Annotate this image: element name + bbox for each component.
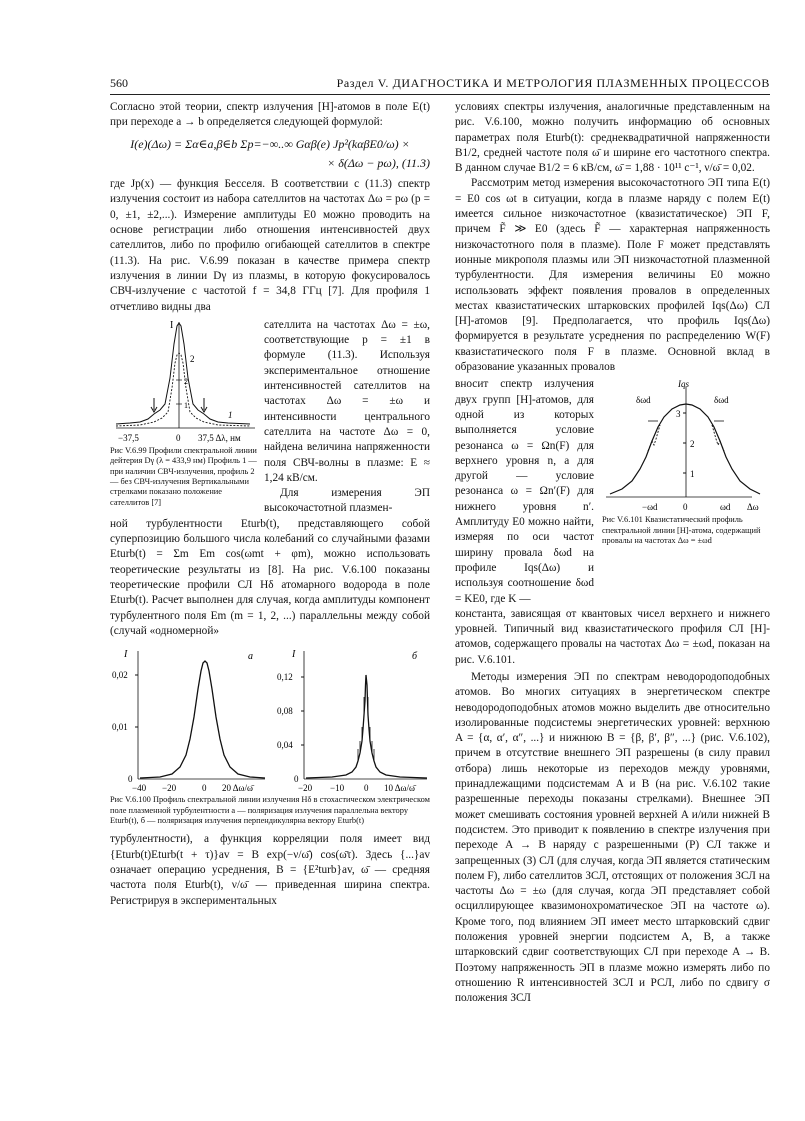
figure-v6-101 bbox=[602, 377, 770, 515]
paragraph: вносит спектр излучения двух групп [H]-атомов, для одной из которых выполняется условие резонанса ω = Ωn(F) для верхнего уровня n, а для другой — условие резонанса ω = Ωn′(F) для нижнего уровня n′. Амплитуду E0 можно найти, измеряя по оси частот ширину провала δωd на профиле Iqs(Δω) и используя соотношение δωd = KE0, где K — bbox=[455, 378, 594, 605]
paragraph: турбулентности), а функция корреляции поля имеет вид {Eturb(t)Eturb(t + τ)}av = B exp(−ν/ω̄) cos(ω̄τ). Здесь {...}av означает операцию усреднения, B = {E²turb}av, ω̄ — средняя частота поля Eturb(t), ν/ω̄ — приведенная ширина спектра. Регистрируя в экспериментальных bbox=[110, 833, 430, 907]
x-tick-label: 10 Δω/ω̄ bbox=[384, 783, 415, 794]
x-tick-label: 0 bbox=[176, 432, 181, 443]
x-tick-label: −40 bbox=[132, 783, 147, 794]
x-tick-label: 0 bbox=[364, 783, 369, 794]
figure-v6-100a bbox=[110, 645, 268, 795]
paragraph: Рассмотрим метод измерения высокочастотного ЭП типа E(t) = E0 cos ωt в ситуации, когда в плазме наряду с полем E(t) имеется сильное низкочастотное (квазистатическое) ЭП F, причем F̃ ≫ E0 (здесь F̃ — характерная напряженность низкочастотного поля в плазме). Поле F может представлять ионные микрополя плазмы или ЭП низкочастотной плазменной турбулентности. Для измерения величины E0 можно использовать эффект появления провалов в определенных местах квазистатических штарковских профилей Iqs(Δω) СЛ [H]-атомов [9]. Предполагается, что профиль Iqs(Δω) формируется в результате усреднения по распределению W(F) квазистатического поля F в плазме. Основной вклад в образование указанных провалов bbox=[455, 177, 770, 374]
paragraph: ной турбулентности Eturb(t), представляющего собой суперпозицию большого числа колебаний со случайными фазами Eturb(t) = Σm Em cos(ωmt + φm), можно использовать теоретические результаты из [8]. На рис. V.6.100 показаны теоретические профили СЛ Hδ атомарного водорода в поле Eturb(t). Расчет выполнен для случая, когда амплитуды компонент турбулентного поля Em (m = 1, 2, ...) параллельны между собой (случай «одномерной» bbox=[110, 517, 430, 637]
paragraph: Для измерения ЭП высокочастотной плазмен- bbox=[264, 487, 430, 515]
y-axis-label: I bbox=[170, 319, 174, 331]
running-title: Раздел V. ДИАГНОСТИКА И МЕТРОЛОГИЯ ПЛАЗМЕННЫХ ПРОЦЕССОВ bbox=[336, 76, 770, 90]
paragraph: условиях спектры излучения, аналогичные представленным на рис. V.6.100, можно получить информацию об основных параметрах поля Eturb(t): среднеквадратичной напряженности B1/2, средней частоте поля ω̄ и ширине его частотного спектра. В данном случае B1/2 = 6 кВ/см, ω̄ = 1,88 · 10¹¹ с⁻¹, ν/ω̄ = 0,02. bbox=[455, 101, 770, 175]
y-tick-label: 0,12 bbox=[277, 672, 293, 683]
page-header bbox=[110, 76, 770, 95]
y-tick-label: 0,08 bbox=[277, 706, 293, 717]
figure-v6-99 bbox=[110, 318, 258, 446]
x-tick-label: 37,5 Δλ, нм bbox=[198, 432, 241, 443]
x-tick-label: 20 Δω/ω̄ bbox=[222, 783, 253, 794]
x-tick-label: −37,5 bbox=[118, 432, 139, 443]
panel-label-a: а bbox=[248, 651, 253, 663]
y-tick-label: 1 bbox=[690, 469, 695, 480]
curve-label-1: 1 bbox=[228, 409, 233, 420]
right-column bbox=[455, 100, 770, 1007]
paragraph: сателлита на частотах Δω = ±ω, соответствующие p = ±1 в формуле (11.3). Используя экспериментальное отношение интенсивностей сателлитов на частотах Δω = ±ω и интенсивности центрального сателлита на частоте Δω = 0, найдена величина напряженности поля СВЧ-волны в плазме: E ≈ 1,24 кВ/см. bbox=[264, 318, 430, 484]
y-axis-label: Iqs bbox=[678, 379, 689, 390]
y-tick-label: 0 bbox=[128, 774, 133, 785]
y-axis-label: I bbox=[124, 649, 128, 661]
paragraph: Методы измерения ЭП по спектрам неводородоподобных атомов. Во многих ситуациях в энергетическом спектре неводородоподобных атомов можно выделить две относительно изолированные подсистемы энергетических уровней: верхнюю A = {α, α′, α″, ...} и нижнюю B = {β, β′, β″, ...} (рис. V.6.102), причем в отсутствие внешнего ЭП разрешены (в силу правил отбора) лишь некоторые из переходов между уровнями, принадлежащими подсистемам A и B (на рис. V.6.102 такие разрешенные переходы показаны стрелками). Внешнее ЭП может смешивать состояния уровней верхней A и/или нижней B подсистем. Это приводит к появлению в спектре излучения при переходе A → B наряду с разрешенными (Р) СЛ также и запрещенных (З) СЛ (для случая, когда ЭП является статическим полем F), либо сателлитов ЗСЛ, отстоящих от положения ЗСЛ на частоты Δω = ±ω (для случая, когда ЭП представляет собой осциллирующее квазимонохроматическое ЭП на частоте ω). Кроме того, под влиянием ЭП имеет место штарковский сдвиг положения уровней энергии подсистем A, B, а также штарковский сдвиг соответствующих СЛ при переходе A → B. Поэтому напряженность ЭП в плазме можно измерять либо по отношению R интенсивностей ЗСЛ и РСЛ, либо по сдвигу σ положения ЗСЛ bbox=[455, 670, 770, 1005]
y-tick-label: 0,04 bbox=[277, 740, 293, 751]
y-tick-label: 0,02 bbox=[112, 670, 128, 681]
y-tick-label: 0,01 bbox=[112, 722, 128, 733]
y-axis-label: I bbox=[292, 649, 296, 661]
y-tick-label: 0 bbox=[294, 774, 299, 785]
x-tick-label: −10 bbox=[330, 783, 345, 794]
figure-v6-100-caption: Рис V.6.100 Профиль спектральной линии излучения Hδ в стохастическом электрическом поле плазменной турбулентности а — поляризация излучения параллельна вектору Eturb(t), б — поляризация излучения перпендикулярна вектору Eturb(t) bbox=[110, 795, 430, 825]
figure-v6-99-caption: Рис V.6.99 Профили спектральной линии дейтерия Dγ (λ = 433,9 нм) Профиль 1 — при наличии СВЧ-излучения, профиль 2 — без СВЧ-излучения Вертикальными стрелками показано положение сателлитов [7] bbox=[110, 445, 257, 507]
formula-11-3-line2: × δ(Δω − pω), (11.3) bbox=[327, 155, 430, 170]
y-tick-2: 2 bbox=[184, 376, 188, 386]
x-tick-label: 0 bbox=[202, 783, 207, 794]
panel-label-b: б bbox=[412, 651, 418, 663]
paragraph: константа, зависящая от квантовых чисел верхнего и нижнего уровней. Типичный вид квазистатического профиля СЛ [H]-атомов, содержащего провалы на частотах Δω = ±ωd, показан на рис. V.6.101. bbox=[455, 607, 770, 666]
y-tick-label: 2 bbox=[690, 439, 695, 450]
x-tick-label: Δω bbox=[747, 502, 759, 513]
formula-11-3-line1: I(e)(Δω) = Σα∈a,β∈b Σp=−∞..∞ Gαβ(e) Jp²(kαβE0/ω) × bbox=[130, 136, 410, 151]
x-tick-label: −20 bbox=[162, 783, 177, 794]
y-tick-1: 1 bbox=[184, 400, 188, 410]
x-tick-label: −20 bbox=[298, 783, 313, 794]
dip-width-left: δωd bbox=[636, 395, 651, 406]
paragraph: Согласно этой теории, спектр излучения [H]-атомов в поле E(t) при переходе a → b определяется следующей формулой: bbox=[110, 101, 430, 129]
x-tick-label: −ωd bbox=[642, 502, 658, 513]
x-tick-label: ωd bbox=[720, 502, 731, 513]
left-column bbox=[110, 100, 430, 909]
curve-label-2: 2 bbox=[190, 353, 195, 364]
paragraph: где Jp(x) — функция Бесселя. В соответствии с (11.3) спектр излучения состоит из набора сателлитов на частотах Δω = pω (p = 0, ±1, ±2,...). Измерение амплитуды E0 можно проводить на основе регистрации либо отношения интенсивностей двух сателлитов, либо по профилю огибающей сателлитов в спектре (11.3). На рис. V.6.99 показан в качестве примера спектр излучения в линии Dγ из плазмы, в которую фокусировалось СВЧ-излучение с частотой f = 34,8 ГГц [7]. Для профиля 1 отчетливо видны два bbox=[110, 178, 430, 313]
page-number: 560 bbox=[110, 76, 128, 90]
dip-width-right: δωd bbox=[714, 395, 729, 406]
y-tick-label: 3 bbox=[676, 409, 681, 420]
figure-v6-100b bbox=[272, 645, 430, 795]
x-tick-label: 0 bbox=[683, 502, 688, 513]
figure-v6-101-caption: Рис V.6.101 Квазистатический профиль спектральной линии [H]-атома, содержащий провалы на частотах Δω = ±ωd bbox=[602, 515, 761, 546]
